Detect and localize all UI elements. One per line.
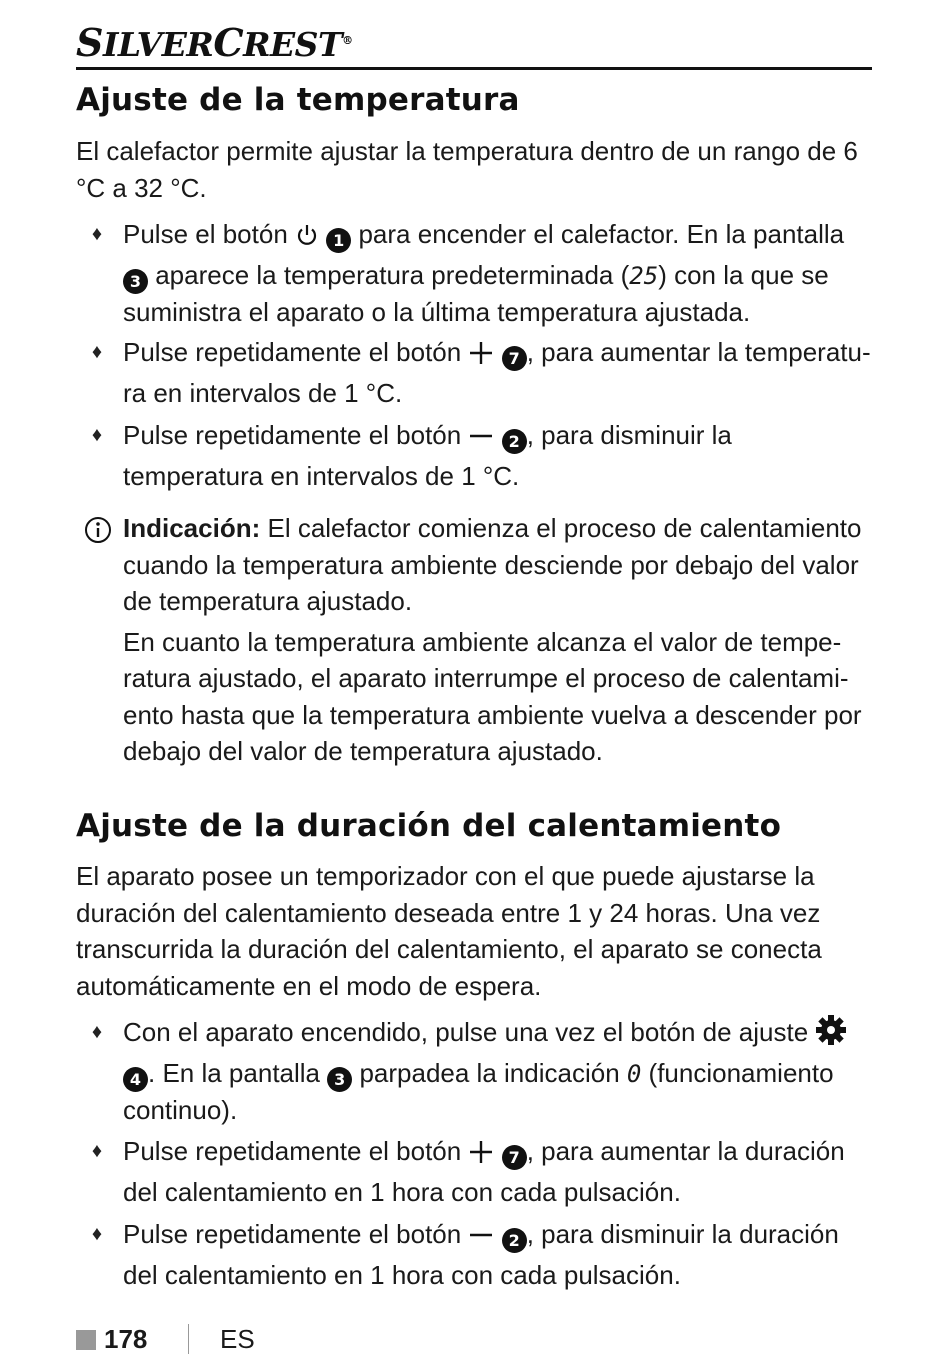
callout-3: 3 <box>123 269 148 294</box>
page-marker-square <box>76 1330 96 1350</box>
power-icon <box>295 220 319 257</box>
minus-icon <box>468 421 494 458</box>
minus-icon <box>468 1220 494 1257</box>
callout-1: 1 <box>326 228 351 253</box>
list-item: ♦ Pulse repetidamente el botón 2 , para disminuir la duración del calentamiento en 1 hora con cada pulsación. <box>76 1216 872 1293</box>
callout-7: 7 <box>502 346 527 371</box>
bullet-diamond-icon: ♦ <box>91 424 103 446</box>
list-item: ♦ Pulse repetidamente el botón 2 , para disminuir la temperatura en intervalos de 1 °C. <box>76 417 872 494</box>
bullet-diamond-icon: ♦ <box>91 1021 103 1043</box>
brand-header <box>76 18 872 70</box>
lcd-display-value: 0 <box>626 1059 642 1088</box>
callout-3: 3 <box>327 1067 352 1092</box>
callout-4: 4 <box>123 1067 148 1092</box>
list-item: ♦ Con el aparato encendido, pulse una vez el botón de ajuste 4 . En la pantalla 3 parpadea la indicación 0 (funcionamiento continuo). <box>76 1014 872 1129</box>
callout-2: 2 <box>502 429 527 454</box>
plus-icon <box>468 338 494 375</box>
lcd-display-value: 25 <box>629 261 659 290</box>
list-item: ♦ Pulse el botón 1 para encender el calefactor. En la pantalla 3 aparece la temperatura predeterminada (25) con la que se suministra el aparato o la última temperatura ajustada. <box>76 216 872 331</box>
bullet-diamond-icon: ♦ <box>91 341 103 363</box>
callout-7: 7 <box>502 1145 527 1170</box>
page-number: 178 <box>104 1324 148 1354</box>
section-heading-temperature: Ajuste de la temperatura <box>76 82 520 118</box>
callout-2: 2 <box>502 1228 527 1253</box>
silvercrest-logo: SILVERCREST® <box>76 20 353 65</box>
list-item: ♦ Pulse repetidamente el botón 7 , para aumentar la duración del calentamiento en 1 hora con cada pulsación. <box>76 1133 872 1210</box>
footer-divider <box>188 1324 189 1354</box>
temperature-intro: El calefactor permite ajustar la temperatura dentro de un rango de 6 °C a 32 °C. <box>76 136 858 203</box>
language-code: ES <box>220 1324 255 1354</box>
note-continuation: En cuanto la temperatura ambiente alcanza el valor de temperatura ajustado, el aparato interrumpe el proceso de calentamiento hasta que la temperatura ambiente vuelva a descender por debajo del valor de temperatura ajustado. <box>123 626 862 766</box>
list-item: ♦ Pulse repetidamente el botón 7 , para aumentar la temperatura en intervalos de 1 °C. <box>76 334 872 411</box>
page-footer <box>76 1322 376 1358</box>
note-label: Indicación: <box>123 513 261 543</box>
info-icon <box>84 516 112 554</box>
gear-icon <box>815 1015 847 1055</box>
bullet-diamond-icon: ♦ <box>91 1140 103 1162</box>
bullet-diamond-icon: ♦ <box>91 223 103 245</box>
duration-intro: El aparato posee un temporizador con el que puede ajustarse la duración del calentamiento deseada entre 1 y 24 horas. Una vez transcurrida la duración del calentamiento, el aparato se conecta automáticamente en el modo de espera. <box>76 861 822 1001</box>
bullet-diamond-icon: ♦ <box>91 1223 103 1245</box>
note-block: Indicación: El calefactor comienza el proceso de calentamiento cuando la temperatura ambiente desciende por debajo del valor de temperatura ajustado. En cuanto la temperatura ambiente alcanza el valor de temperatura ajustado, el aparato interrumpe el proceso de calentamiento hasta que la temperatura ambiente vuelva a descender por debajo del valor de temperatura ajustado. <box>76 510 872 770</box>
plus-icon <box>468 1137 494 1174</box>
section-heading-duration: Ajuste de la duración del calentamiento <box>76 808 782 844</box>
